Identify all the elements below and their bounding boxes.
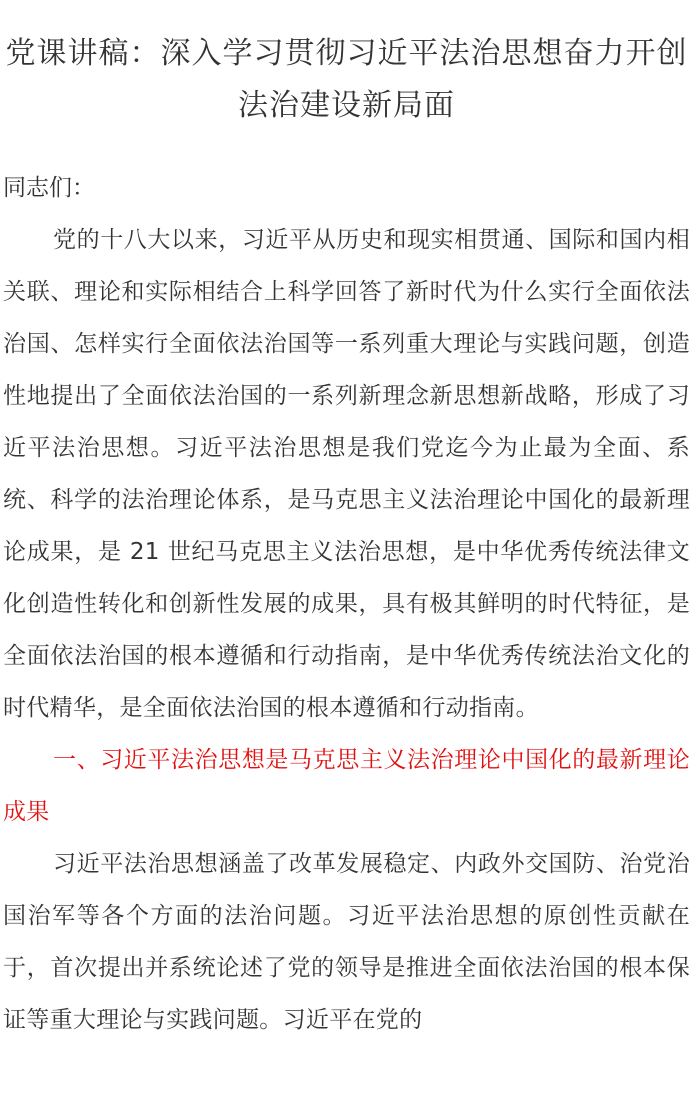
section-paragraph: 习近平法治思想涵盖了改革发展稳定、内政外交国防、治党治国治军等各个方面的法治问题。习近平法治思想的原创性贡献在于，首次提出并系统论述了党的领导是推进全面依法治国的根本保证等重大理论与实践问题。习近平在党的: [3, 851, 690, 1033]
intro-paragraph: 党的十八大以来，习近平从历史和现实相贯通、国际和国内相关联、理论和实际相结合上科学回答了新时代为什么实行全面依法治国、怎样实行全面依法治国等一系列重大理论与实践问题，创造性地提出了全面依法治国的一系列新理念新思想新战略，形成了习近平法治思想。习近平法治思想是我们党迄今为止最为全面、系统、科学的法治理论体系，是马克思主义法治理论中国化的最新理论成果，是 21 世纪马克思主义法治思想，是中华优秀传统法律文化创造性转化和创新性发展的成果，具有极其鲜明的时代特征，是全面依法治国的根本遵循和行动指南，是中华优秀传统法治文化的时代精华，是全面依法治国的根本遵循和行动指南。: [3, 227, 690, 721]
document-title: 党课讲稿：深入学习贯彻习近平法治思想奋力开创法治建设新局面: [5, 36, 688, 123]
section-heading: 一、习近平法治思想是马克思主义法治理论中国化的最新理论成果: [3, 747, 690, 825]
salutation: 同志们：: [3, 175, 95, 201]
